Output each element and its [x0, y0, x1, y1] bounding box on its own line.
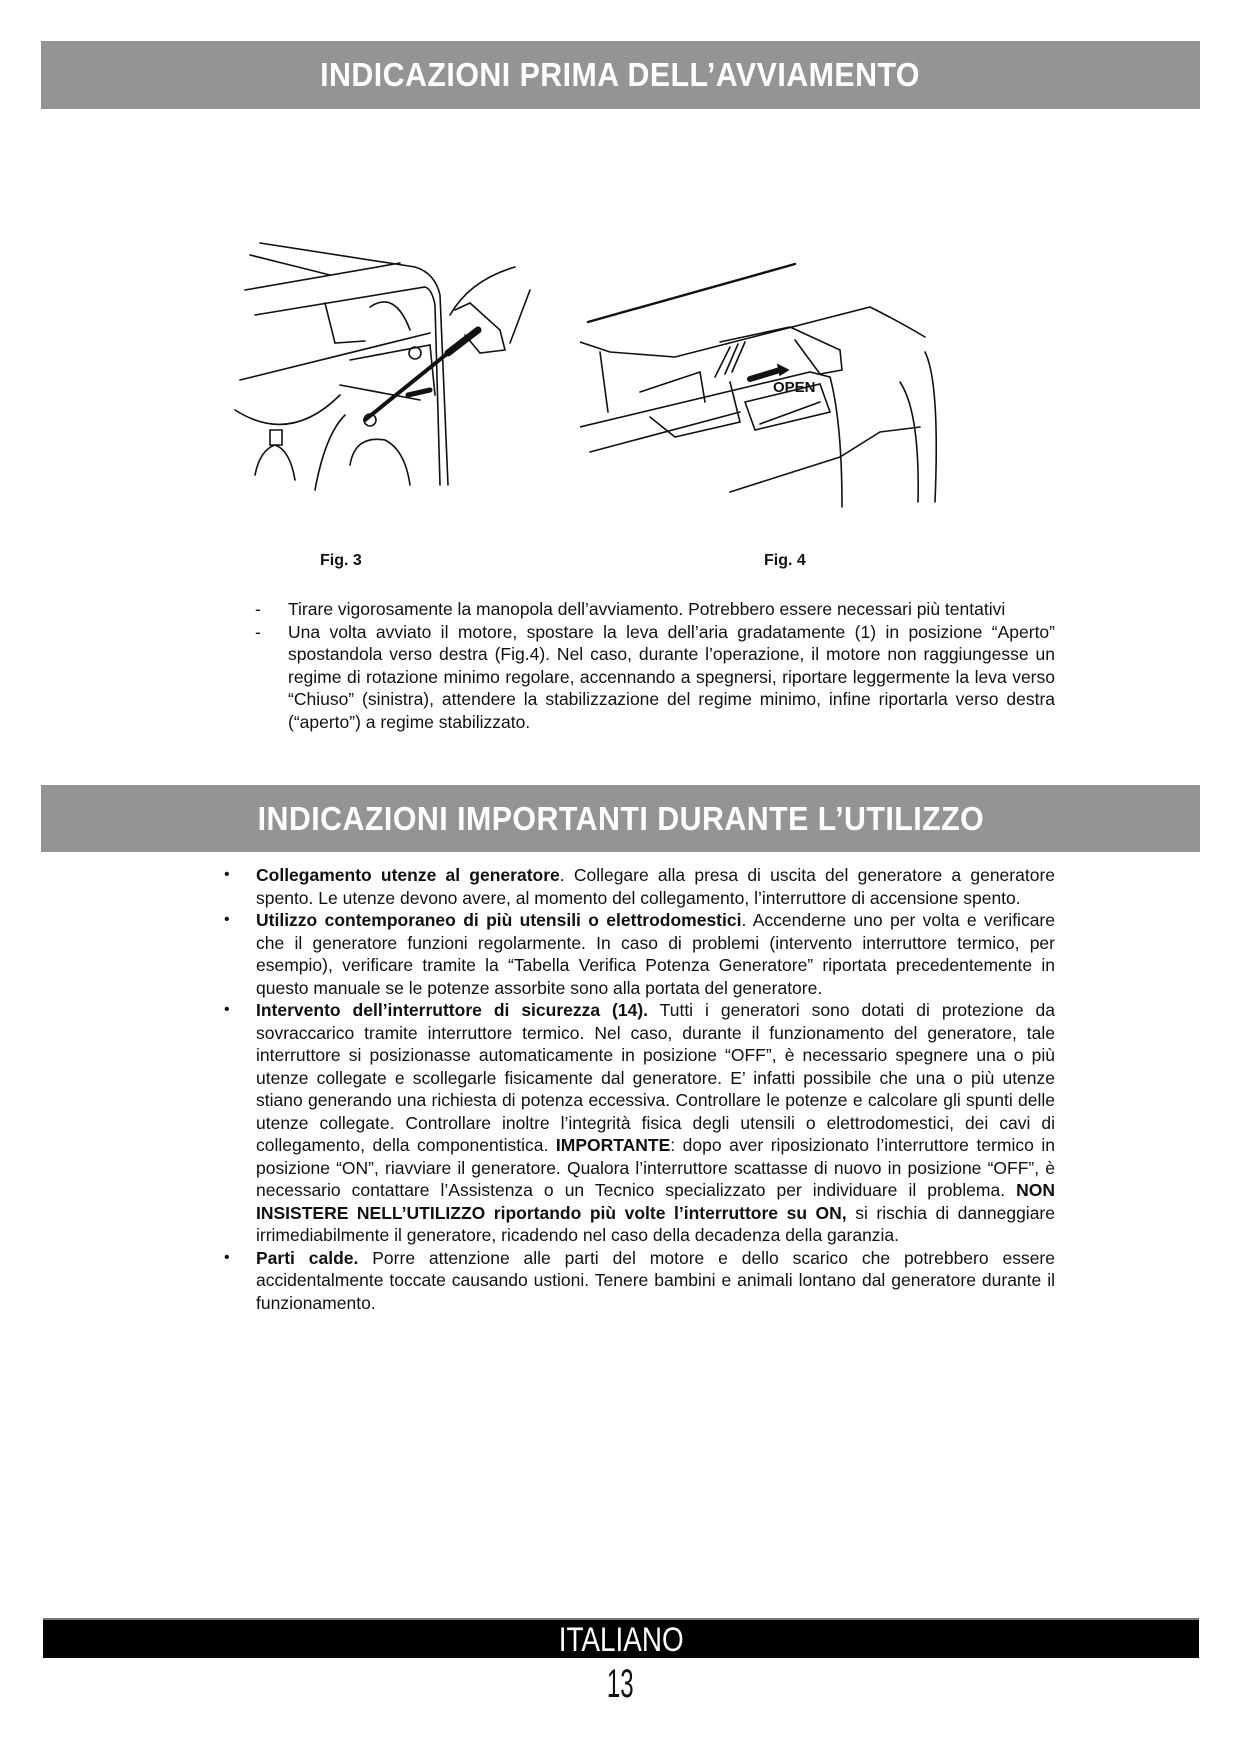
- list-item: [255, 598, 1055, 621]
- warning-text: NON INSISTERE NELL’UTILIZZO riportando più volte l’interruttore su ON,: [256, 1180, 1055, 1223]
- open-label: OPEN: [773, 379, 816, 396]
- section-title-text: INDICAZIONI IMPORTANTI DURANTE L’UTILIZZO: [257, 800, 984, 837]
- important-label: IMPORTANTE: [555, 1135, 671, 1155]
- bullet-icon: •: [224, 911, 230, 928]
- item-heading: Intervento dell’interruttore di sicurezza (14).: [256, 1000, 649, 1020]
- item-text: si rischia di danneggiare irrimediabilmente il generatore, ricadendo nel caso della decadenza della garanzia.: [256, 1202, 1055, 1245]
- item-text: Tutti i generatori sono dotati di protezione da sovraccarico tramite interruttore termico. Nel caso, durante il funzionamento del generatore, tale interruttore si posizionasse automaticamente in posizione “OFF”, è necessario spegnere una o più utenze collegate e scollegarle fisicamente dal generatore. E’ infatti possibile che una o più utenze stiano generando una richiesta di potenza eccessiva. Controllare le potenze e calcolare gli spunti delle utenze collegate. Controllare inoltre l’integrità fisica degli utensili o elettrodomestici, dei cavi di collegamento, della componentistica.: [256, 1000, 1055, 1155]
- figure-3-caption: Fig. 3: [320, 552, 362, 569]
- list-item: [222, 909, 1055, 999]
- list-item: [222, 864, 1055, 909]
- list-item: [222, 999, 1055, 1247]
- item-text: . Accenderne uno per volta e verificare che il generatore funzioni regolarmente. In caso di problemi (intervento interruttore termico, per esempio), verificare tramite la “Tabella Verifica Potenza Generatore” riportata precedentemente in questo manuale se le potenze assorbite sono alla portata del generatore.: [256, 910, 1055, 998]
- list-item: [255, 621, 1055, 734]
- section-title-before-start: [41, 41, 1200, 109]
- dash-marker: -: [255, 599, 261, 619]
- bullet-icon: •: [224, 1248, 230, 1266]
- bullet-icon: •: [224, 866, 230, 883]
- figure-4-caption: Fig. 4: [764, 552, 806, 569]
- section-title-during-use: [41, 785, 1200, 852]
- figure-3-recoil-starter: [230, 235, 570, 515]
- dash-marker: -: [255, 621, 261, 642]
- figure-4-choke-lever: [580, 262, 940, 512]
- item-text: . Collegare alla presa di uscita del generatore a generatore spento. Le utenze devono avere, al momento del collegamento, l’interruttore di accensione spento.: [256, 865, 1055, 908]
- step-text: Tirare vigorosamente la manopola dell’avviamento. Potrebbero essere necessari più tentativi: [288, 599, 1006, 619]
- language-label: ITALIANO: [558, 1621, 684, 1659]
- item-heading: Parti calde.: [256, 1247, 359, 1268]
- page-number-text: 13: [606, 1662, 634, 1706]
- language-footer: [43, 1618, 1199, 1658]
- step-text: Una volta avviato il motore, spostare la leva dell’aria gradatamente (1) in posizione “Aperto” spostandola verso destra (Fig.4). Nel caso, durante l’operazione, il motore non raggiungesse un regime di rotazione minimo regolare, accennando a spegnersi, riportare leggermente la leva verso “Chiuso” (sinistra), attendere la stabilizzazione del regime minimo, infine riportarla verso destra (“aperto”) a regime stabilizzato.: [288, 621, 1055, 732]
- section-title-text: INDICAZIONI PRIMA DELL’AVVIAMENTO: [320, 56, 921, 93]
- item-heading: Collegamento utenze al generatore: [256, 865, 560, 885]
- page-number: [0, 1662, 1240, 1706]
- list-item: [222, 1247, 1055, 1315]
- item-text: : dopo aver riposizionato l’interruttore termico in posizione “ON”, riavviare il generatore. Qualora l’interruttore scattasse di nuovo in posizione “OFF”, è necessario contattare l’Assistenza o un Tecnico specializzato per individuare il problema.: [256, 1135, 1055, 1200]
- item-text: Porre attenzione alle parti del motore e dello scarico che potrebbero essere accidentalmente toccate causando ustioni. Tenere bambini e animali lontano dal generatore durante il funzionamento.: [256, 1247, 1055, 1313]
- start-instructions-list: [255, 598, 1055, 733]
- item-heading: Utilizzo contemporaneo di più utensili o elettrodomestici: [256, 910, 742, 930]
- usage-notes-list: [222, 864, 1055, 1314]
- bullet-icon: •: [224, 1001, 230, 1018]
